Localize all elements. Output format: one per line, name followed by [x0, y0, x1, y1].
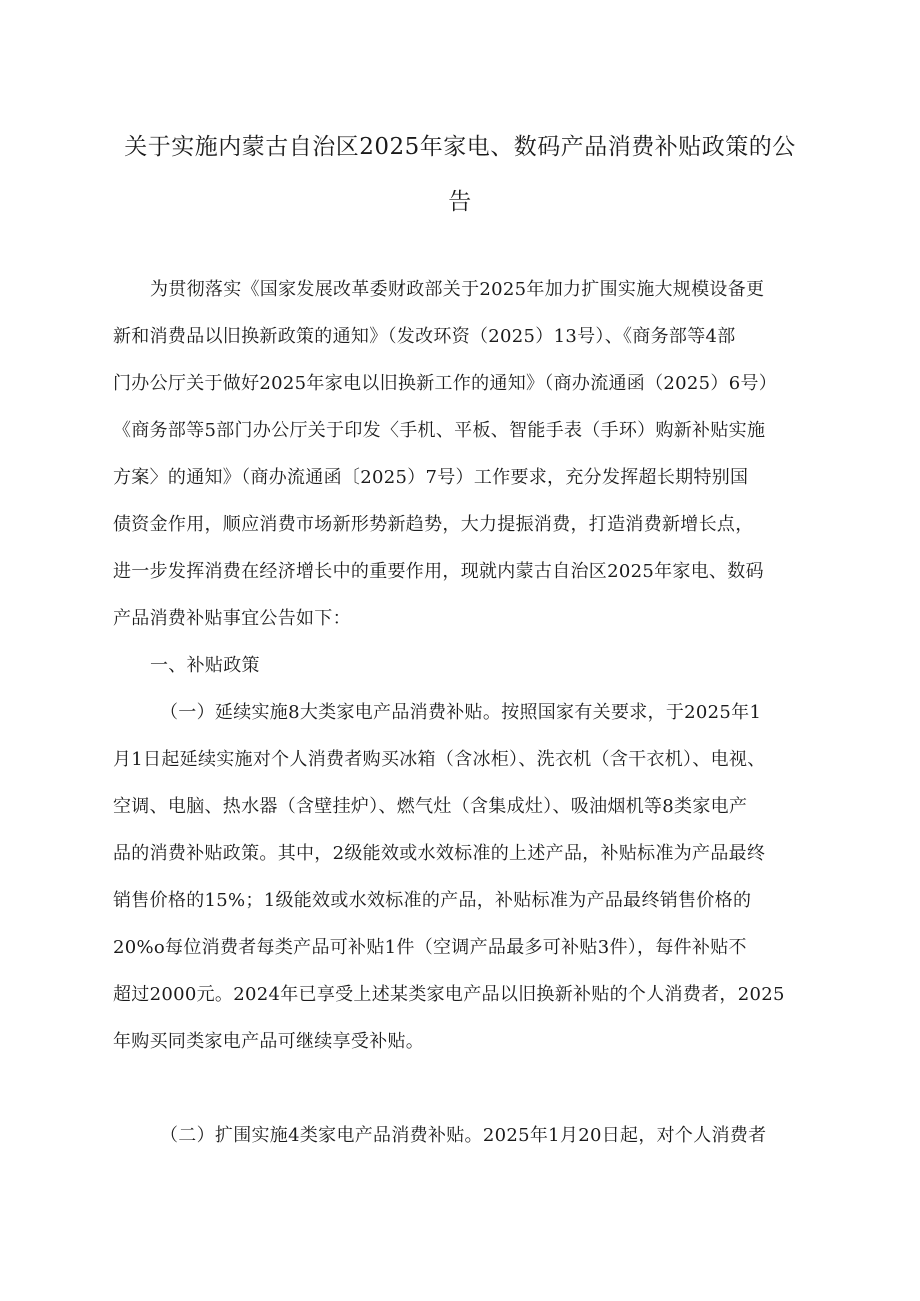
intro-line: 新和消费品以旧换新政策的通知》（发改环资（2025）13号）、《商务部等4部 — [113, 326, 736, 347]
intro-line: 《商务部等5部门办公厅关于印发〈手机、平板、智能手表（手环）购新补贴实施 — [113, 420, 766, 441]
intro-line: 为贯彻落实《国家发展改革委财政部关于2025年加力扩围实施大规模设备更 — [150, 279, 765, 300]
subsection-line: （一）延续实施8大类家电产品消费补贴。按照国家有关要求，于2025年1 — [160, 702, 762, 723]
section-heading: 一、补贴政策 — [150, 655, 260, 676]
intro-line: 方案〉的通知》（商办流通函〔2025）7号）工作要求，充分发挥超长期特别国 — [113, 467, 749, 488]
subsection-line: 月1日起延续实施对个人消费者购买冰箱（含冰柜）、洗衣机（含干衣机）、电视、 — [113, 749, 766, 770]
document-title-line-1: 关于实施内蒙古自治区2025年家电、数码产品消费补贴政策的公 — [124, 134, 796, 160]
subsection-line: 空调、电脑、热水器（含壁挂炉）、燃气灶（含集成灶）、吸油烟机等8类家电产 — [113, 796, 748, 817]
subsection-line: 超过2000元。2024年已享受上述某类家电产品以旧换新补贴的个人消费者，2025 — [113, 984, 785, 1005]
intro-line: 进一步发挥消费在经济增长中的重要作用，现就内蒙古自治区2025年家电、数码 — [113, 561, 764, 582]
subsection-line: 20%o每位消费者每类产品可补贴1件（空调产品最多可补贴3件），每件补贴不 — [113, 937, 747, 958]
subsection-line: 销售价格的15%；1级能效或水效标准的产品，补贴标准为产品最终销售价格的 — [113, 890, 752, 911]
subsection-line: 年购买同类家电产品可继续享受补贴。 — [113, 1031, 425, 1052]
document-title-line-2: 告 — [448, 189, 472, 215]
intro-line: 门办公厅关于做好2025年家电以旧换新工作的通知》（商办流通函（2025）6号） — [113, 373, 778, 394]
intro-line: 债资金作用，顺应消费市场新形势新趋势，大力提振消费，打造消费新增长点， — [113, 514, 754, 535]
subsection-line: （二）扩围实施4类家电产品消费补贴。2025年1月20日起，对个人消费者 — [160, 1125, 767, 1146]
subsection-line: 品的消费补贴政策。其中，2级能效或水效标准的上述产品，补贴标准为产品最终 — [113, 843, 766, 864]
intro-line: 产品消费补贴事宜公告如下： — [113, 608, 351, 629]
